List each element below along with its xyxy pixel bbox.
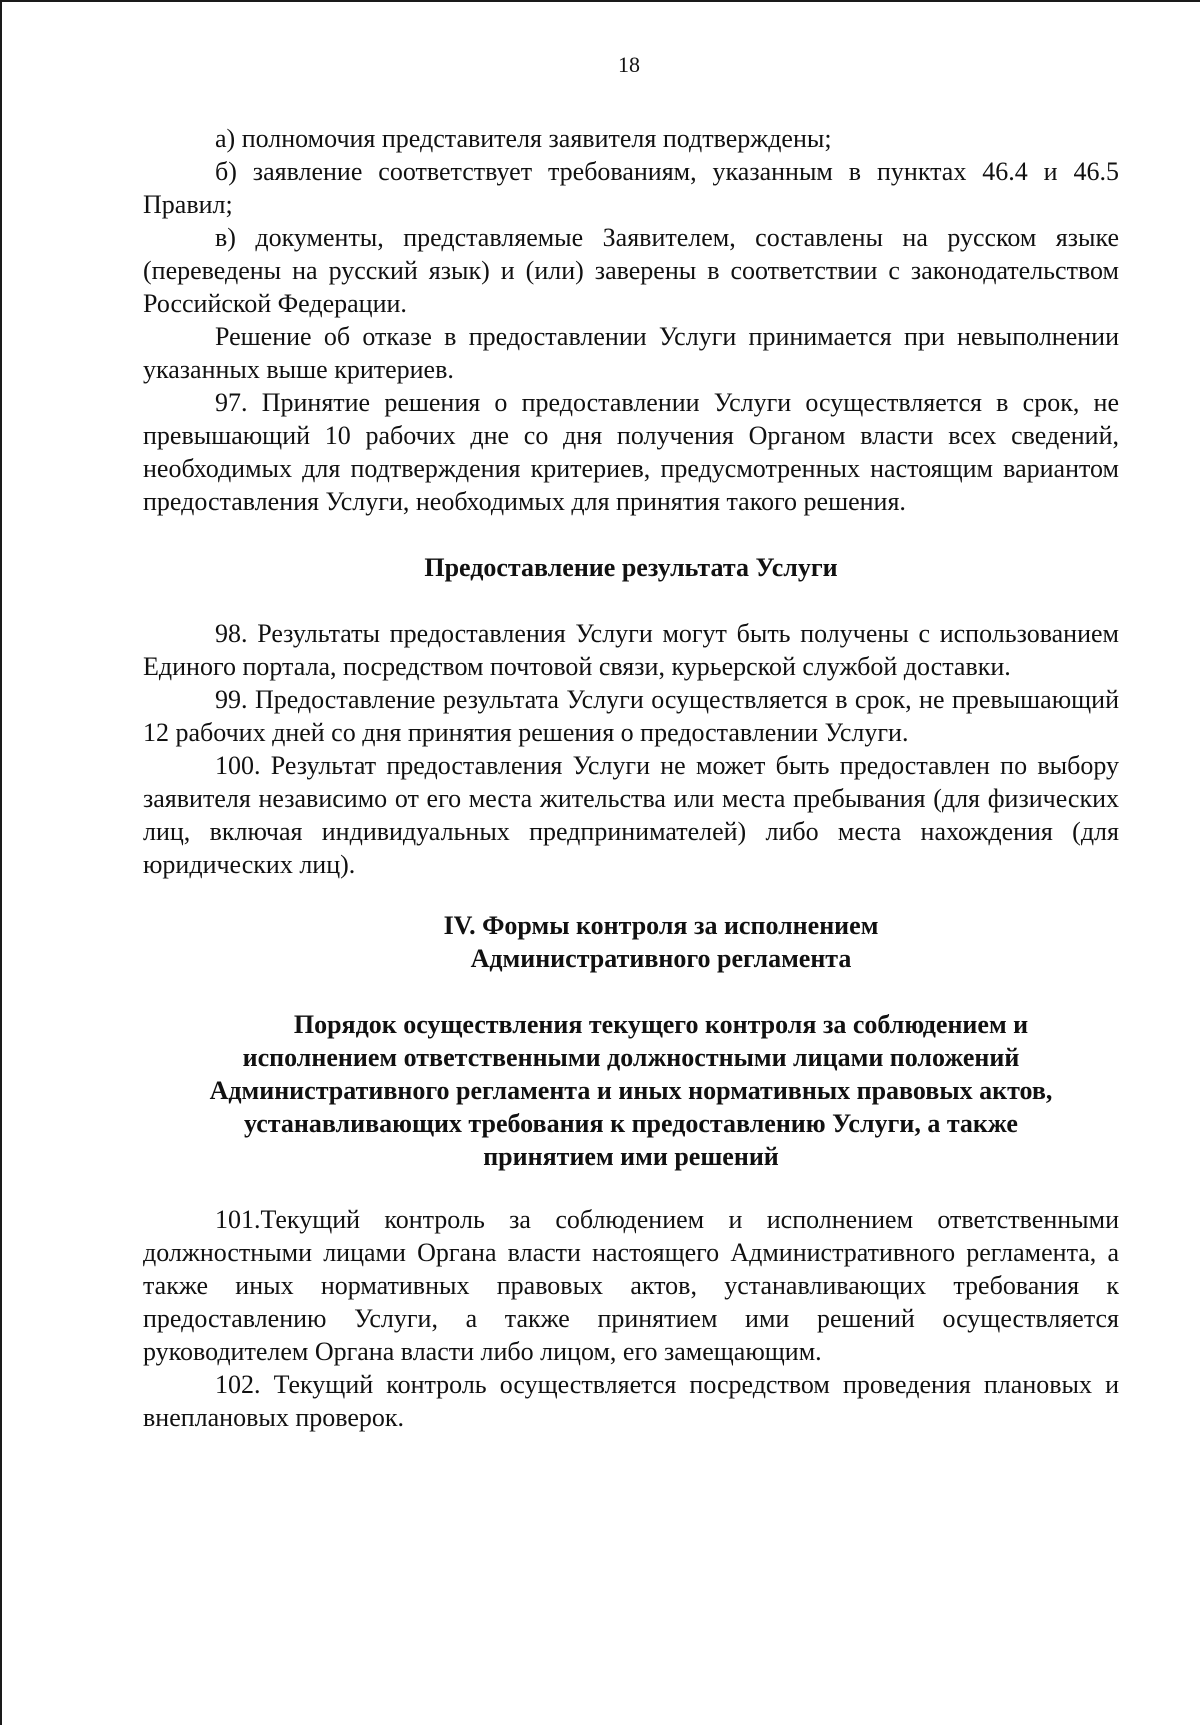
heading-control-line4: устанавливающих требования к предоставлению Услуги, а также (244, 1109, 1018, 1138)
document-body (143, 122, 1119, 1434)
paragraph-v: в) документы, представляемые Заявителем, составлены на русском языке (переведены на русский язык) и (или) заверены в соответствии с законодательством Российской Федерации. (143, 223, 1119, 318)
spacer (143, 584, 1119, 617)
paragraph-a: а) полномочия представителя заявителя подтверждены; (215, 124, 832, 153)
paragraph-102: 102. Текущий контроль осуществляется посредством проведения плановых и внеплановых проверок. (143, 1370, 1119, 1432)
heading-section-iv-line2: Административного регламента (470, 944, 852, 973)
heading-result: Предоставление результата Услуги (424, 553, 838, 582)
paragraph-refusal: Решение об отказе в предоставлении Услуги принимается при невыполнении указанных выше критериев. (143, 322, 1119, 384)
spacer (143, 881, 1119, 909)
heading-control-line3: Административного регламента и иных нормативных правовых актов, (209, 1076, 1053, 1105)
paragraph-101: 101.Текущий контроль за соблюдением и исполнением ответственными должностными лицами Органа власти настоящего Административного регламента, а также иных нормативных правовых актов, устанавливающих требования к предоставлению Услуги, а также принятием ими решений осуществляется руководителем Органа власти либо лицом, его замещающим. (143, 1205, 1119, 1366)
spacer (143, 518, 1119, 551)
paragraph-98: 98. Результаты предоставления Услуги могут быть получены с использованием Единого портала, посредством почтовой связи, курьерской службой доставки. (143, 619, 1119, 681)
heading-control-line2: исполнением ответственными должностными лицами положений (242, 1043, 1020, 1072)
heading-section-iv (143, 909, 1119, 975)
heading-control-line5: принятием ими решений (483, 1142, 779, 1171)
paragraph-99: 99. Предоставление результата Услуги осуществляется в срок, не превышающий 12 рабочих дней со дня принятия решения о предоставлении Услуги. (143, 685, 1119, 747)
paragraph-97: 97. Принятие решения о предоставлении Услуги осуществляется в срок, не превышающий 10 рабочих дне со дня получения Органом власти всех сведений, необходимых для подтверждения критериев, предусмотренных настоящим вариантом предоставления Услуги, необходимых для принятия такого решения. (143, 388, 1119, 516)
spacer (143, 1173, 1119, 1203)
page-number: 18 (618, 52, 640, 77)
spacer (143, 975, 1119, 1008)
paragraph-b: б) заявление соответствует требованиям, указанным в пунктах 46.4 и 46.5 Правил; (143, 157, 1119, 219)
heading-control-line1: Порядок осуществления текущего контроля за соблюдением и (293, 1010, 1029, 1039)
heading-section-iv-line1: IV. Формы контроля за исполнением (443, 911, 879, 940)
paragraph-100: 100. Результат предоставления Услуги не может быть предоставлен по выбору заявителя независимо от его места жительства или места пребывания (для физических лиц, включая индивидуальных предпринимателей) либо места нахождения (для юридических лиц). (143, 751, 1119, 879)
heading-current-control (143, 1008, 1119, 1173)
